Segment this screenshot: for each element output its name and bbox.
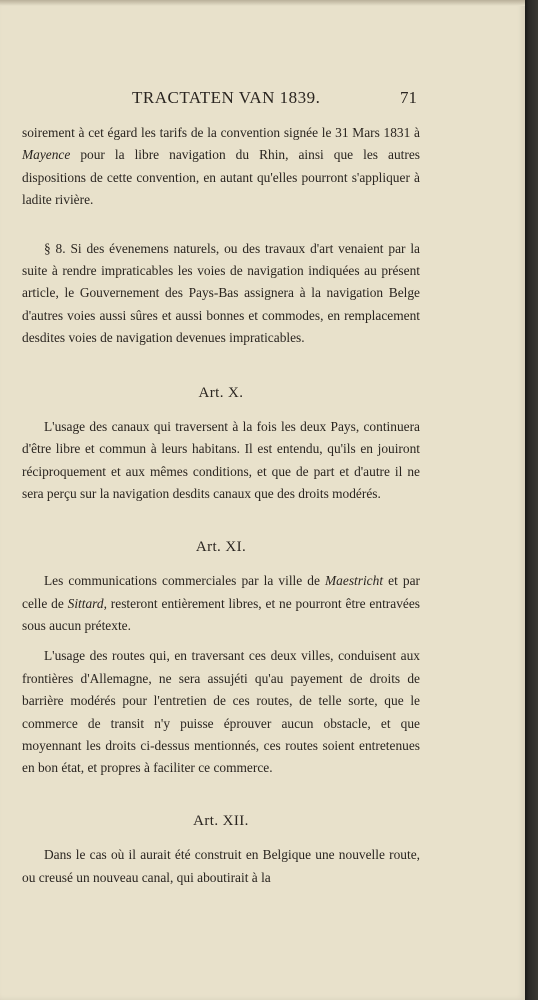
- page-top-edge: [0, 0, 525, 6]
- text-run: pour la libre navigation du Rhin, ainsi que les autres dispositions de cette convention, en autant qu'elles pourront s'appliquer à ladite rivière.: [22, 147, 420, 208]
- page-number: 71: [400, 88, 417, 107]
- paragraph-art-xii: Dans le cas où il aurait été construit en Belgique une nouvelle route, ou creusé un nouveau canal, qui aboutirait à la: [22, 847, 420, 885]
- place-name-mayence: Mayence: [22, 147, 71, 163]
- paragraph-continuation: [22, 122, 420, 212]
- article-heading-xii: Art. XII.: [193, 812, 249, 829]
- text-run: Les communications commerciales par la ville de: [44, 573, 326, 589]
- place-name-maestricht: Maestricht: [325, 573, 384, 589]
- paragraph-art-xi-2: L'usage des routes qui, en traversant ces deux villes, conduisent aux frontières d'Allemagne, ne sera assujéti qu'au payement de droits de barrière modérés pour l'entretien de ces routes, de telle sorte, que le commerce de transit n'y puisse éprouver aucun obstacle, et que moyennant les droits ci-dessus mentionnés, ces routes soient entretenues en bon état, et propres à faciliter ce commerce.: [22, 648, 420, 776]
- paragraph-section-8: § 8. Si des évenemens naturels, ou des travaux d'art venaient par la suite à rendre impraticables les voies de navigation indiquées au présent article, le Gouvernement des Pays-Bas assignera à la navigation Belge d'autres voies aussi sûres et aussi bonnes et commodes, en remplacement desdites voies de navigation devenues impraticables.: [22, 240, 420, 346]
- binding-edge: [525, 0, 538, 1000]
- text-run: , resteront entièrement libres, et ne pourront être entravées sous aucun prétexte.: [22, 595, 420, 633]
- article-heading-x: Art. X.: [198, 384, 244, 401]
- page-header: [0, 88, 525, 112]
- paragraph-art-xi-1: [22, 570, 420, 637]
- running-title: TRACTATEN VAN 1839.: [132, 88, 321, 107]
- article-heading-xi: Art. XI.: [195, 538, 247, 555]
- text-run: soirement à cet égard les tarifs de la convention signée le 31 Mars 1831 à: [22, 125, 420, 140]
- text-run: et par celle de: [22, 573, 420, 611]
- page-body: [22, 122, 420, 889]
- paragraph-art-x: L'usage des canaux qui traversent à la fois les deux Pays, continuera d'être libre et commun à leurs habitans. Il est entendu, qu'ils en jouiront réciproquement et aux mêmes conditions, et que de part et d'autre il ne sera perçu sur la navigation desdits canaux que des droits modérés.: [22, 419, 420, 502]
- place-name-sittard: Sittard: [67, 595, 104, 611]
